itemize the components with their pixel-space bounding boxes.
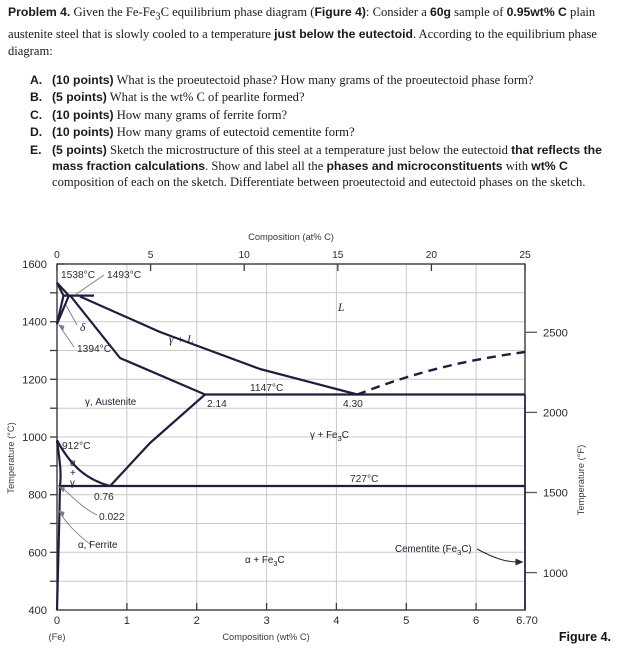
right-axis-ticks (525, 332, 537, 572)
left-tick-400: 400 (28, 605, 47, 617)
left-tick-800: 800 (28, 489, 47, 502)
cementite-arrowhead (516, 559, 524, 566)
question-list (8, 72, 616, 191)
question-body-b (52, 89, 616, 105)
question-body-a (52, 72, 616, 88)
question-letter-b: B. (30, 90, 43, 105)
label-gamma-plus-fe3c-sub: 3 (337, 434, 342, 443)
label-gamma-plus-fe3c-a: γ + Fe (310, 430, 338, 441)
sample-mass: 60g (429, 5, 451, 19)
left-tick-1000: 1000 (22, 432, 47, 444)
bottom-tick-6-70: 6.70 (516, 615, 538, 627)
right-tick-2500: 2500 (543, 327, 568, 340)
question-bold-e-1: that reflects the mass fraction calculations (52, 142, 602, 174)
label-liquid-phase: L (338, 302, 345, 314)
label-alpha-plus-fe3c-sub: 3 (273, 559, 278, 568)
label-gamma-plus-fe3c-b: C (341, 430, 349, 441)
right-tick-1000: 1000 (543, 567, 568, 580)
question-letter-c: C. (30, 107, 43, 122)
bottom-tick-1: 1 (123, 615, 131, 627)
question-points-b: (5 points) (52, 90, 107, 105)
label-comp-4-30: 4.30 (343, 399, 363, 410)
question-text-a: What is the proeutectoid phase? How many grams of the proeutectoid phase form? (113, 73, 534, 88)
right-tick-2000: 2000 (543, 407, 568, 420)
right-tick-1500: 1500 (543, 487, 568, 500)
question-letter-e: E. (30, 142, 42, 157)
bottom-axis-ticks (57, 603, 525, 610)
question-points-e: (5 points) (52, 142, 107, 157)
top-tick-15: 15 (332, 250, 344, 261)
bottom-tick-0: 0 (53, 615, 61, 627)
label-comp-2-14: 2.14 (207, 399, 227, 410)
bottom-axis-title: Composition (wt% C) (222, 632, 310, 642)
question-text-e-1: Sketch the microstructure of this steel at a temperature just below the eutectoid (106, 142, 512, 157)
question-item-b (8, 89, 616, 105)
top-tick-25: 25 (519, 250, 531, 261)
label-cementite-sub: 3 (457, 548, 462, 557)
label-1394c: 1394°C (77, 344, 112, 355)
condition-eutectoid: just below the eutectoid (274, 27, 413, 42)
figure-ref: Figure 4) (314, 5, 366, 19)
bottom-tick-5: 5 (403, 615, 410, 627)
question-body-c (52, 107, 616, 123)
question-letter-d: D. (30, 125, 43, 140)
problem-intro-3: to the equilibrium phase diagram: (8, 27, 597, 58)
question-bold-e-2: phases and microconstituents (326, 159, 503, 174)
label-1147c: 1147°C (250, 383, 284, 394)
label-gamma-plus-fe3c (310, 430, 349, 443)
question-item-a (8, 72, 616, 88)
right-axis-title: Temperature (°F) (576, 444, 586, 516)
label-alpha-plus-gamma-plus: + (70, 468, 76, 479)
label-alpha-plus-gamma-alpha: α (70, 458, 76, 469)
bottom-tick-6: 6 (472, 615, 480, 627)
left-tick-1600: 1600 (22, 259, 47, 271)
label-1493c: 1493°C (107, 270, 142, 281)
label-cementite-b: C) (461, 544, 472, 555)
label-alpha-plus-gamma-gamma: γ (70, 478, 75, 489)
bottom-tick-2: 2 (193, 615, 200, 627)
question-text-d: How many grams of eutectoid cementite form? (113, 125, 355, 140)
annotation-leader-lines (59, 275, 104, 544)
question-body-d (52, 124, 616, 140)
label-912c: 912°C (62, 441, 91, 452)
left-tick-1200: 1200 (22, 374, 47, 387)
label-delta-phase: δ (80, 322, 86, 334)
label-gamma-plus-liquid: γ + L (169, 334, 194, 346)
question-letter-a: A. (30, 73, 43, 88)
question-item-c (8, 107, 616, 123)
problem-statement (8, 4, 616, 192)
problem-intro-sub1: 3 (155, 11, 161, 23)
top-axis-title: Composition (at% C) (248, 232, 334, 242)
question-body-e (52, 142, 616, 191)
phase-diagram-figure (0, 228, 624, 649)
label-comp-0-76: 0.76 (94, 492, 114, 503)
phase-diagram-chart (0, 228, 624, 649)
top-tick-5: 5 (147, 250, 154, 261)
label-cementite-a: Cementite (Fe (395, 544, 458, 555)
label-alpha-plus-fe3c-b: C (277, 555, 285, 566)
left-tick-1400: 1400 (22, 316, 47, 329)
origin-label: (Fe) (48, 632, 66, 642)
question-text-e-3: with (502, 159, 532, 174)
problem-intro-paragraph (8, 4, 616, 59)
problem-heading: Problem 4. (8, 5, 71, 19)
question-text-e-4: composition of each on the sketch. Differentiate between proeutectoid and eutectoid phases on the sketch. (52, 175, 586, 190)
question-points-d: (10 points) (52, 125, 114, 140)
problem-intro-1d: sample of (450, 5, 504, 19)
left-axis-title: Temperature (°C) (6, 422, 16, 494)
problem-intro-1c: : Consider a (365, 5, 430, 19)
question-points-c: (10 points) (52, 107, 114, 122)
question-bold-e-3: wt% C (531, 159, 568, 174)
label-alpha-ferrite: α, Ferrite (78, 540, 118, 551)
leader-0022 (61, 487, 97, 515)
label-alpha-plus-fe3c-a: α + Fe (245, 555, 274, 566)
bottom-tick-3: 3 (263, 615, 270, 627)
top-tick-20: 20 (425, 250, 438, 261)
label-1538c: 1538°C (61, 270, 96, 281)
metastable-liquidus-dashed (357, 352, 525, 395)
sample-composition: 0.95wt% C (506, 5, 567, 19)
question-points-a: (10 points) (52, 73, 114, 88)
top-tick-10: 10 (238, 250, 250, 261)
bottom-tick-4: 4 (333, 615, 340, 627)
leader-1394 (59, 325, 74, 347)
label-comp-0-022: 0.022 (99, 512, 125, 523)
question-text-b: What is the wt% C of pearlite formed? (106, 90, 305, 105)
question-text-e-2: . Show and label all the (205, 159, 327, 174)
question-item-d (8, 124, 616, 140)
figure-caption: Figure 4. (558, 630, 611, 644)
top-tick-0: 0 (54, 250, 60, 261)
problem-intro-2b: . According (412, 27, 472, 42)
problem-intro-2a: plain austenite steel that is slowly cooled to a temperature (8, 5, 596, 42)
problem-intro-1a: Given the Fe-Fe (70, 5, 156, 19)
question-text-c: How many grams of ferrite form? (113, 107, 288, 122)
cementite-arrow (477, 549, 518, 562)
label-gamma-austenite: γ, Austenite (85, 397, 137, 408)
question-item-e (8, 142, 616, 191)
label-727c: 727°C (350, 474, 379, 485)
problem-intro-1b: C equilibrium phase diagram ( (160, 5, 315, 19)
label-alpha-plus-fe3c (245, 555, 285, 568)
left-tick-600: 600 (28, 547, 47, 560)
